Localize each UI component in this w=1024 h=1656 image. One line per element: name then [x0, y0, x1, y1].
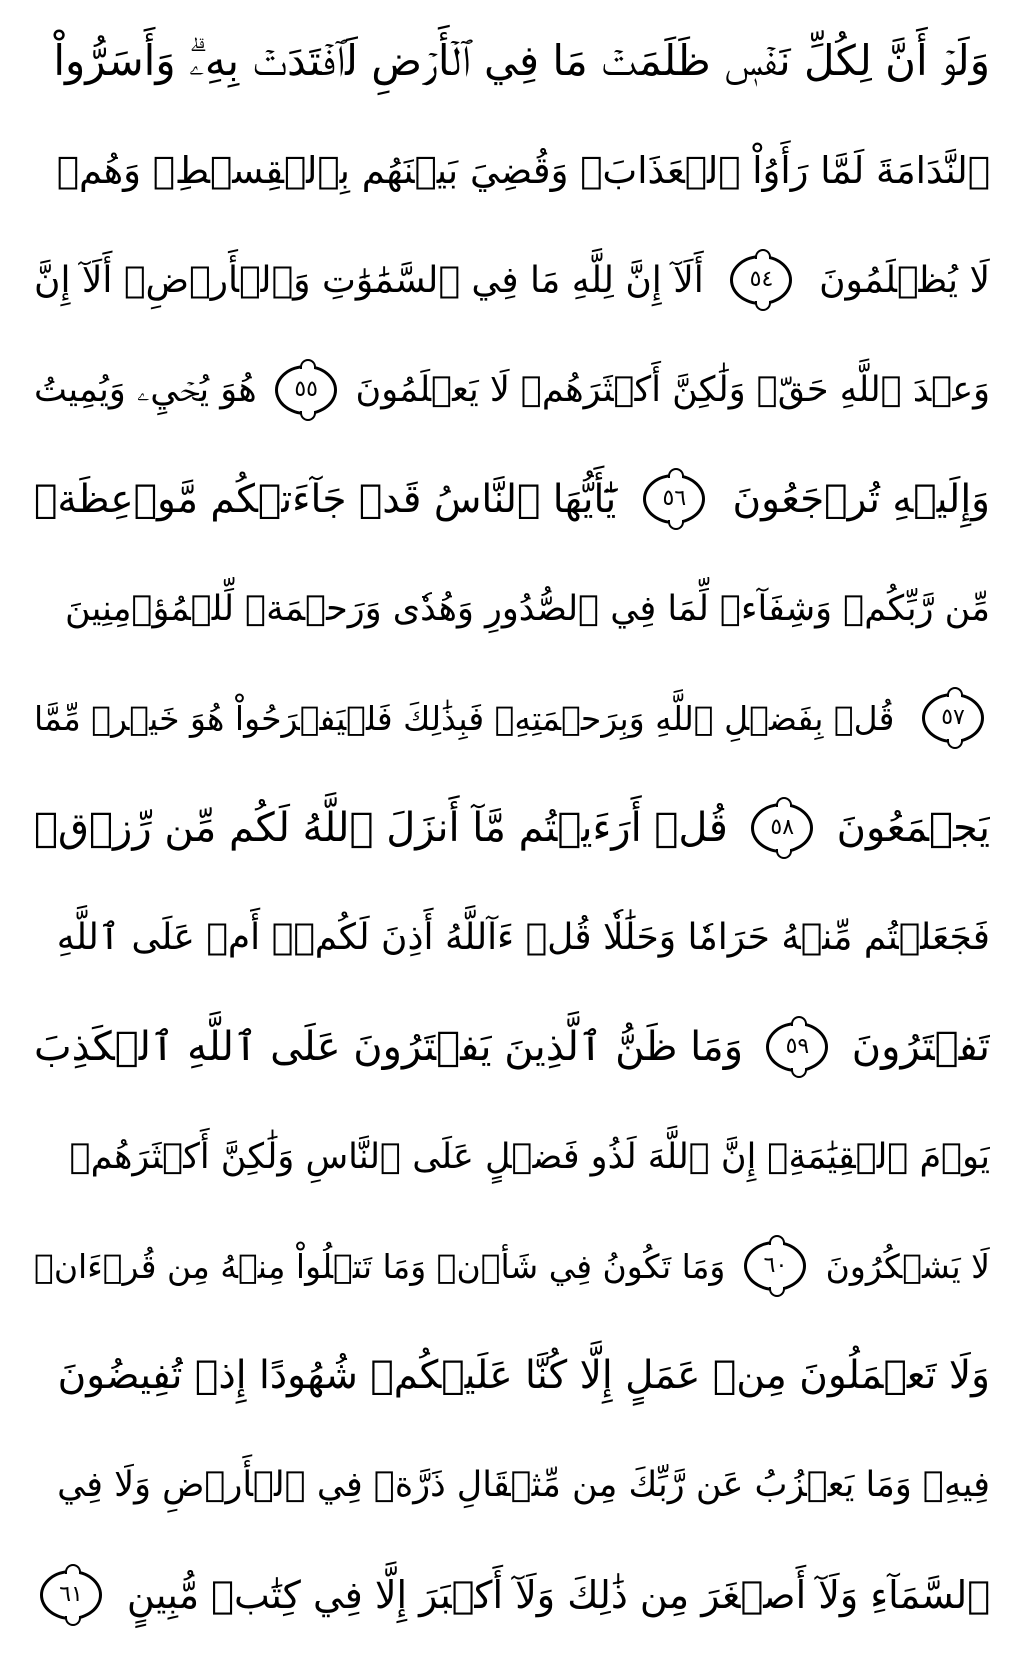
ayah-number-marker: ٥٥ [275, 365, 337, 415]
verse-line [34, 124, 990, 218]
verse-line [34, 452, 990, 546]
verse-line [34, 562, 990, 656]
verse-text: وَإِلَيۡهِ تُرۡجَعُونَ [732, 476, 990, 522]
ayah-number-marker: ٥٨ [751, 803, 813, 853]
verse-text: ٱلنَّدَامَةَ لَمَّا رَأَوُاْ ٱلۡعَذَابَۖ وَقُضِيَ بَيۡنَهُم بِٱلۡقِسۡطِۚ وَهُمۡ [56, 149, 990, 193]
verse-text: فَجَعَلۡتُم مِّنۡهُ حَرَامٗا وَحَلَٰلٗا قُلۡ ءَآللَّهُ أَذِنَ لَكُمۡۖ أَمۡ عَلَى ٱللَّهِ [56, 917, 990, 958]
verse-text: قُلۡ بِفَضۡلِ ٱللَّهِ وَبِرَحۡمَتِهِۦ فَبِذَٰلِكَ فَلۡيَفۡرَحُواْ هُوَ خَيۡرٞ مِّمَّا [34, 698, 895, 738]
ayah-number-marker: ٦٠ [744, 1241, 806, 1291]
verse-text: يَٰٓأَيُّهَا ٱلنَّاسُ قَدۡ جَآءَتۡكُم مَّوۡعِظَةٞ [34, 476, 617, 522]
verse-text: يَجۡمَعُونَ [836, 804, 990, 851]
verse-line [34, 1000, 990, 1094]
ayah-number-marker: ٥٧ [922, 693, 984, 743]
ayah-number-marker: ٥٦ [643, 474, 705, 524]
verse-text: يَوۡمَ ٱلۡقِيَٰمَةِۗ إِنَّ ٱللَّهَ لَذُو فَضۡلٍ عَلَى ٱلنَّاسِ وَلَٰكِنَّ أَكۡثَرَهُمۡ [69, 1136, 990, 1177]
ayah-number-marker: ٥٤ [730, 255, 792, 305]
mushaf-page [34, 14, 990, 1642]
verse-text: لَا يَشۡكُرُونَ [825, 1246, 990, 1286]
verse-text: فِيهِۚ وَمَا يَعۡزُبُ عَن رَّبِّكَ مِن مِّثۡقَالِ ذَرَّةٖ فِي ٱلۡأَرۡضِ وَلَا فِي [57, 1465, 990, 1506]
verse-text: وَلَا تَعۡمَلُونَ مِنۡ عَمَلٍ إِلَّا كُنَّا عَلَيۡكُمۡ شُهُودًا إِذۡ تُفِيضُونَ [57, 1353, 990, 1399]
verse-text: وَمَا تَكُونُ فِي شَأۡنٖ وَمَا تَتۡلُواْ مِنۡهُ مِن قُرۡءَانٖ [34, 1246, 726, 1286]
verse-line [34, 14, 990, 108]
verse-text: وَعۡدَ ٱللَّهِ حَقّٞ وَلَٰكِنَّ أَكۡثَرَهُمۡ لَا يَعۡلَمُونَ [355, 369, 990, 410]
verse-line [34, 343, 990, 437]
verse-text: هُوَ يُحۡيِۦ وَيُمِيتُ [34, 369, 257, 410]
verse-text: لَا يُظۡلَمُونَ [819, 259, 990, 301]
verse-text: وَلَوۡ أَنَّ لِكُلِّ نَفۡسٖ ظَلَمَتۡ مَا فِي ٱلۡأَرۡضِ لَٱفۡتَدَتۡ بِهِۦۗ وَأَسَرُّواْ [53, 36, 990, 85]
verse-line [34, 1219, 990, 1313]
verse-line [34, 1548, 990, 1642]
ayah-number-marker: ٦١ [40, 1570, 102, 1620]
verse-text: قُلۡ أَرَءَيۡتُم مَّآ أَنزَلَ ٱللَّهُ لَكُم مِّن رِّزۡقٖ [34, 804, 728, 851]
verse-text: أَلَآ إِنَّ لِلَّهِ مَا فِي ٱلسَّمَٰوَٰتِ وَٱلۡأَرۡضِۗ أَلَآ إِنَّ [34, 259, 704, 301]
verse-text: وَمَا ظَنُّ ٱلَّذِينَ يَفۡتَرُونَ عَلَى ٱللَّهِ ٱلۡكَذِبَ [34, 1024, 744, 1071]
verse-text: ٱلسَّمَآءِ وَلَآ أَصۡغَرَ مِن ذَٰلِكَ وَلَآ أَكۡبَرَ إِلَّا فِي كِتَٰبٖ مُّبِينٍ [126, 1572, 990, 1617]
verse-line [34, 1329, 990, 1423]
verse-text: تَفۡتَرُونَ [851, 1024, 990, 1071]
verse-line [34, 891, 990, 985]
verse-line [34, 233, 990, 327]
verse-line [34, 781, 990, 875]
verse-line [34, 1110, 990, 1204]
verse-line [34, 1438, 990, 1532]
ayah-number-marker: ٥٩ [766, 1022, 828, 1072]
verse-text: مِّن رَّبِّكُمۡ وَشِفَآءٞ لِّمَا فِي ٱلصُّدُورِ وَهُدٗى وَرَحۡمَةٞ لِّلۡمُؤۡمِنِينَ [64, 588, 990, 629]
verse-line [34, 671, 990, 765]
